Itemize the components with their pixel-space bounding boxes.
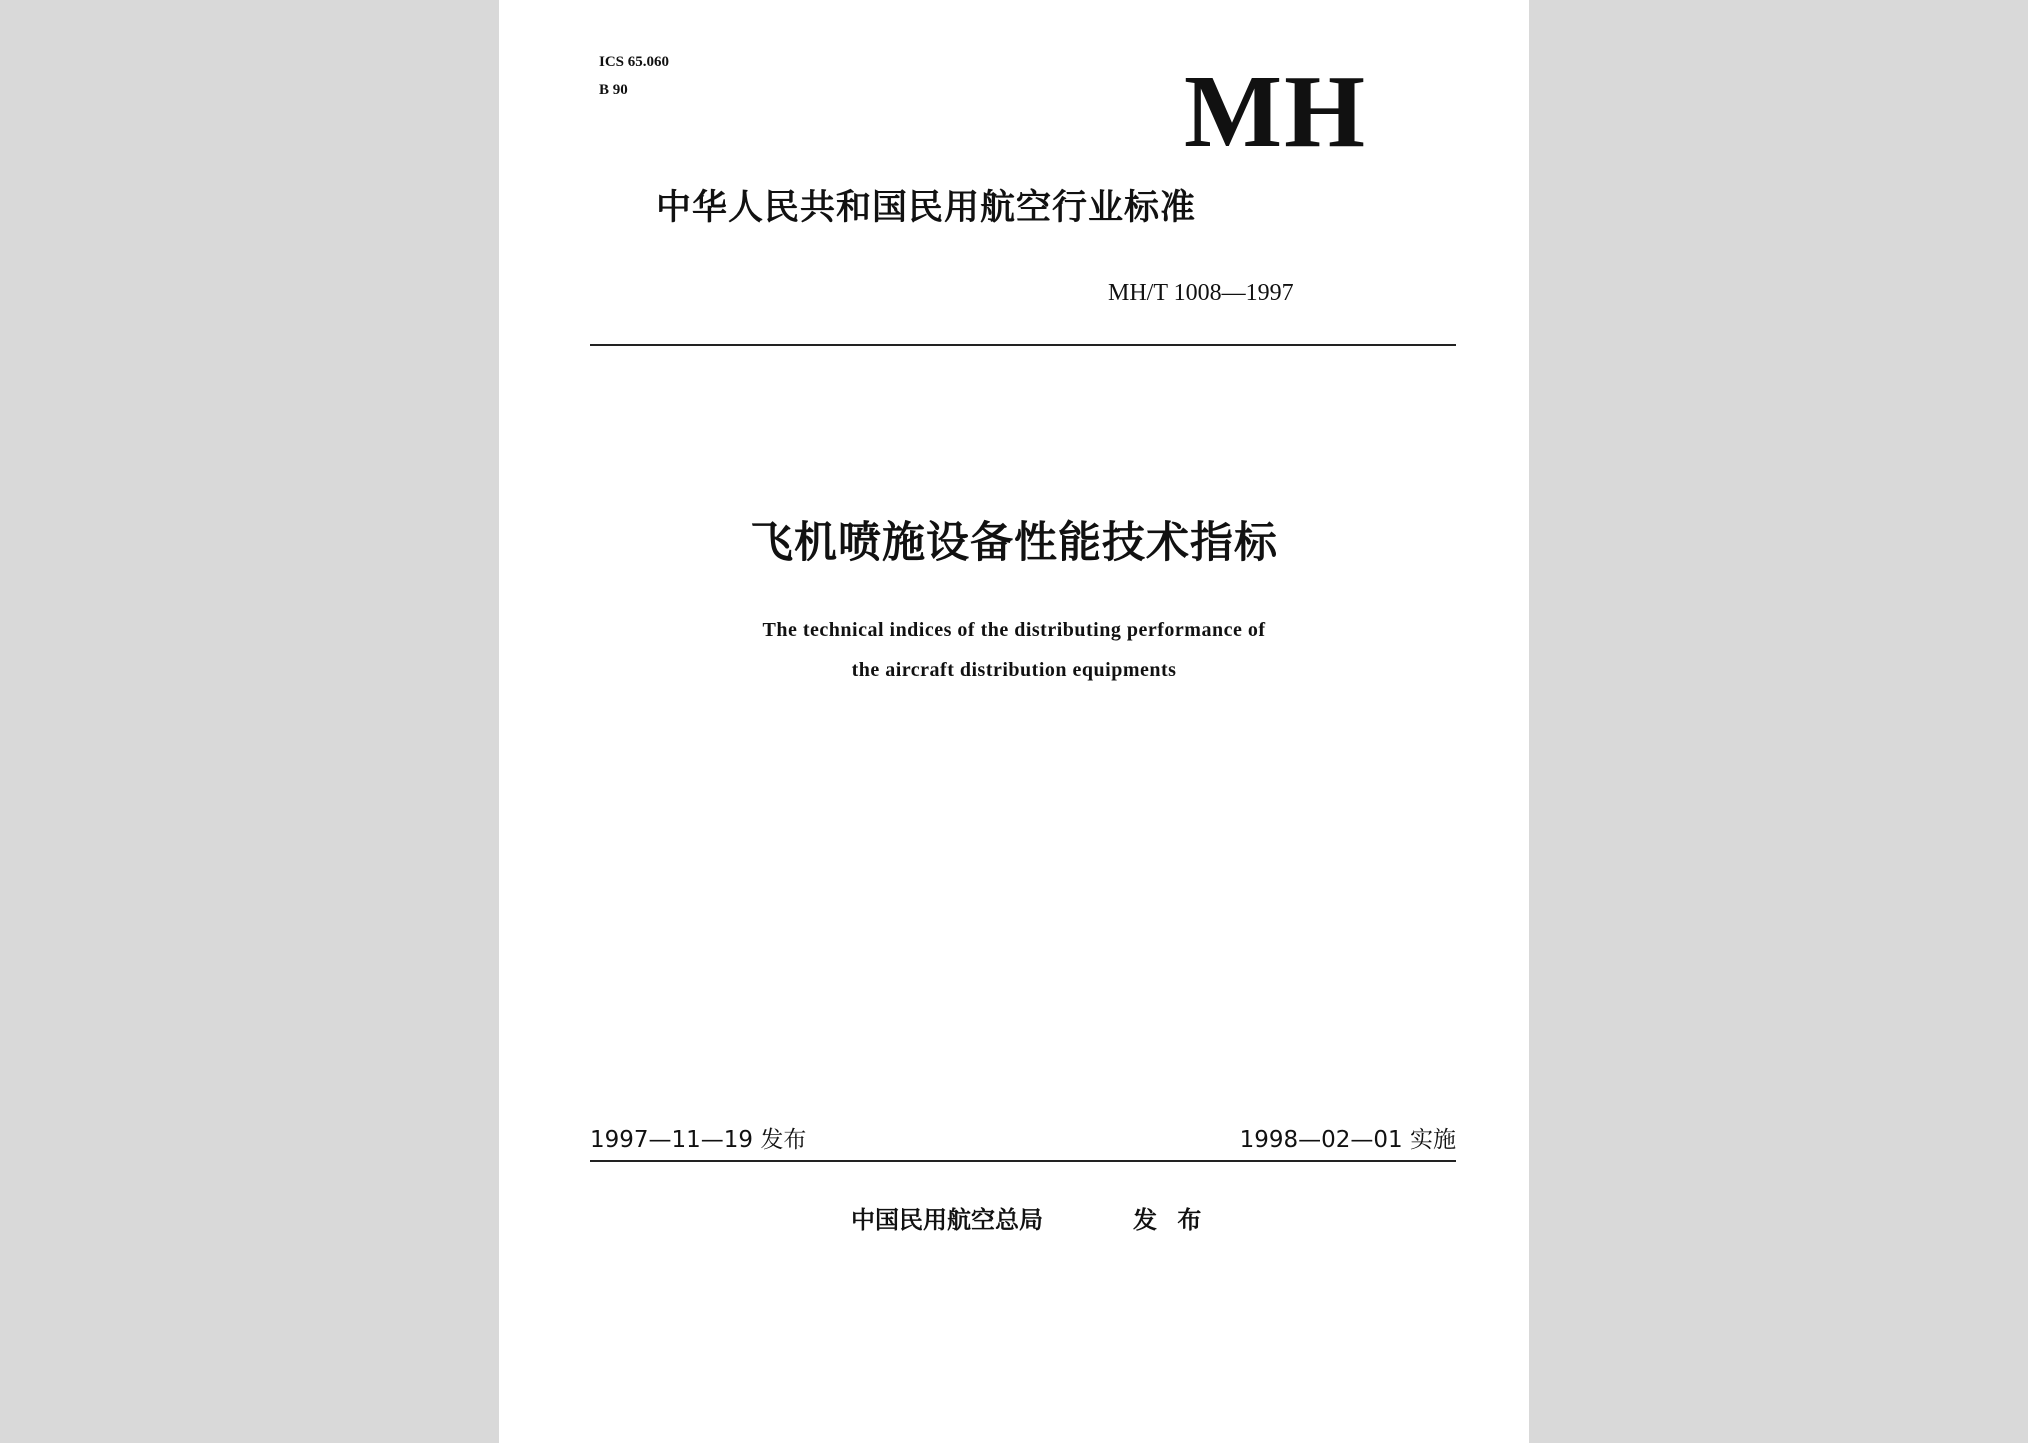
issue-date: 1997—11—19 发布 [590, 1127, 807, 1153]
ics-code: ICS 65.060 [599, 54, 670, 70]
english-title-line-1: The technical indices of the distributing performance of [762, 619, 1266, 641]
document-title: 飞机喷施设备性能技术指标 [750, 518, 1278, 568]
publish-label: 发 布 [1133, 1206, 1208, 1234]
publisher-name: 中国民用航空总局 [851, 1206, 1043, 1234]
standard-type-heading: 中华人民共和国民用航空行业标准 [656, 188, 1197, 228]
implementation-date: 1998—02—01 实施 [1239, 1127, 1456, 1153]
header-divider [590, 344, 1456, 346]
footer-divider [590, 1160, 1456, 1162]
class-code: B 90 [599, 82, 628, 98]
document-english-title [499, 610, 1529, 690]
classification-codes [599, 48, 669, 104]
mh-logo: MH [1184, 54, 1368, 169]
english-title-line-2: the aircraft distribution equipments [851, 659, 1177, 681]
document-page [499, 0, 1529, 1443]
standard-number: MH/T 1008—1997 [1108, 280, 1294, 306]
